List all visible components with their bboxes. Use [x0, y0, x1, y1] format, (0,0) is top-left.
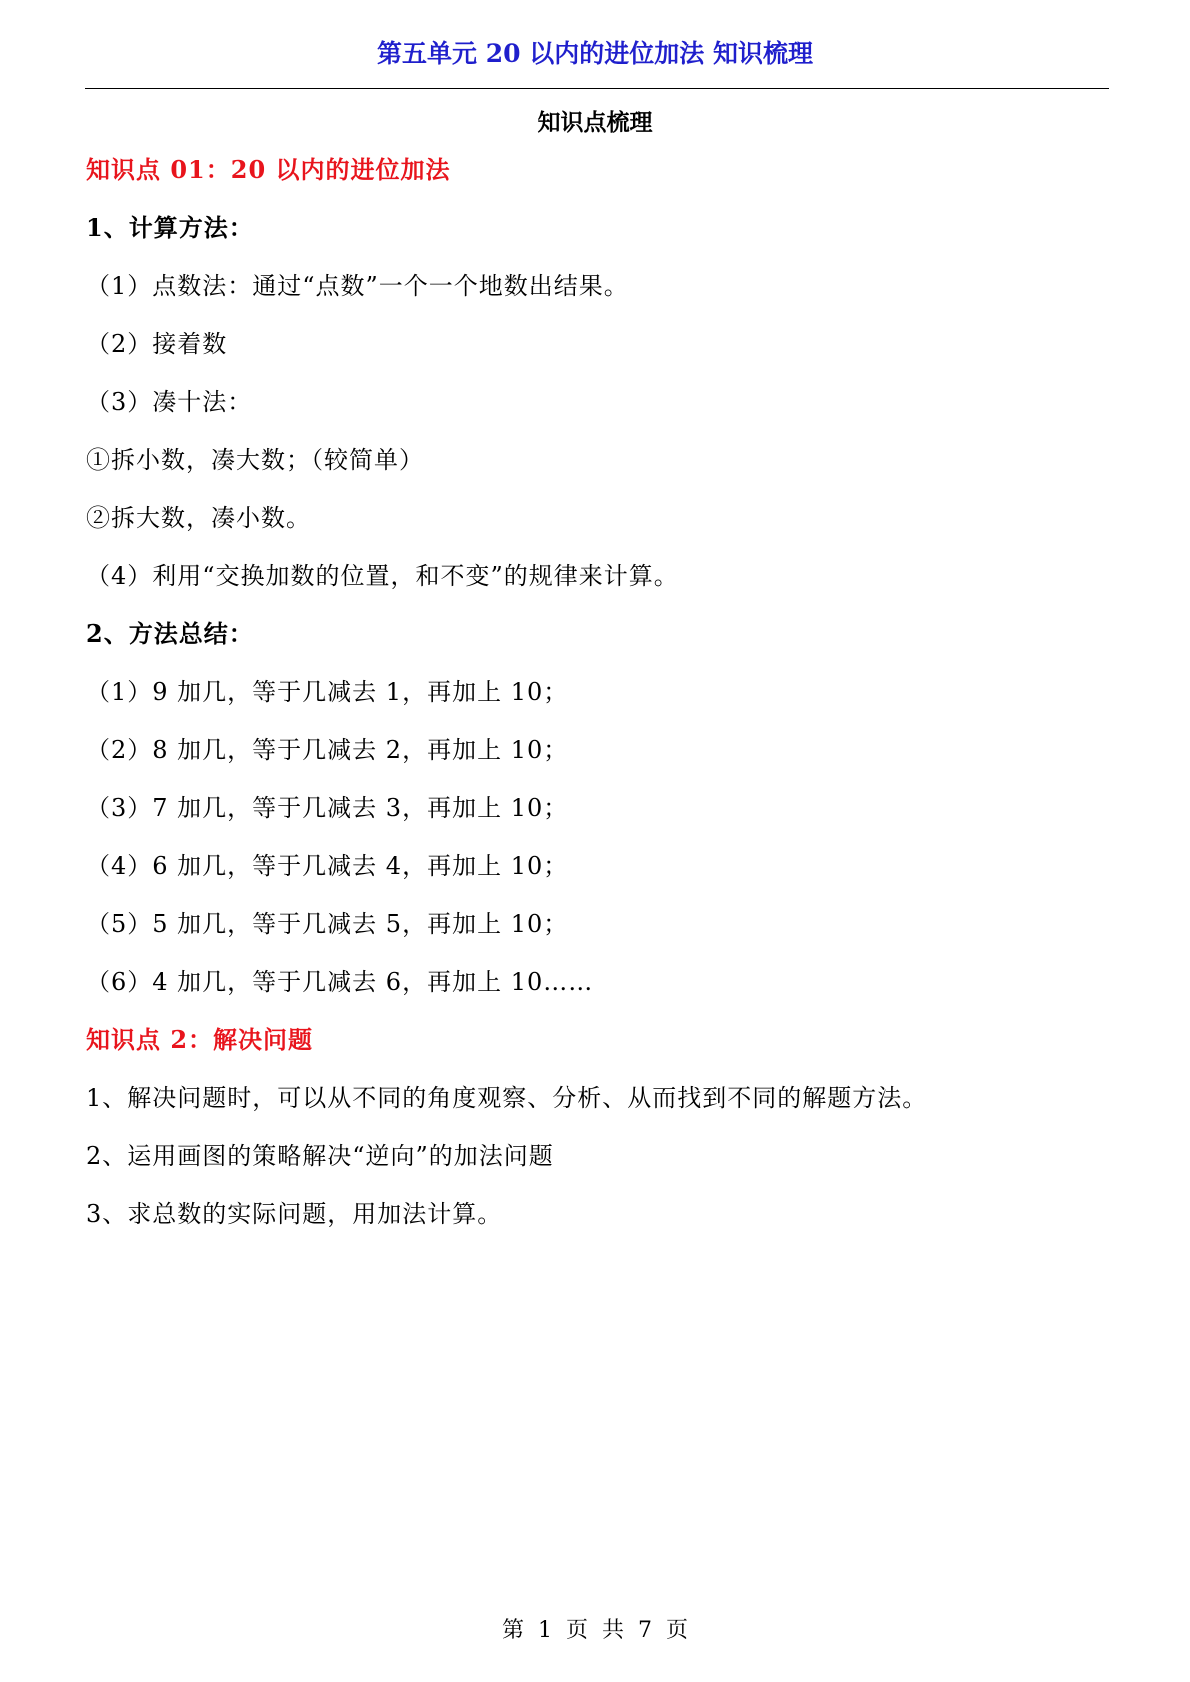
- sub1-heading: 1、计算方法：: [86, 213, 254, 242]
- method-item: （4）利用“交换加数的位置，和不变”的规律来计算。: [86, 562, 679, 590]
- header-title: 第五单元 20 以内的进位加法 知识梳理: [377, 39, 813, 68]
- header-divider: [85, 88, 1109, 89]
- page-number: 第 1 页 共 7 页: [502, 1618, 688, 1643]
- section2-heading: 知识点 2：解决问题: [86, 1025, 314, 1054]
- problem-item: 3、求总数的实际问题，用加法计算。: [86, 1200, 503, 1228]
- summary-item: （6）4 加几，等于几减去 6，再加上 10……: [86, 968, 594, 996]
- summary-item: （3）7 加几，等于几减去 3，再加上 10；: [86, 794, 569, 822]
- method-item: ①拆小数，凑大数；（较简单）: [86, 446, 424, 474]
- method-item: （2）接着数: [86, 330, 228, 358]
- document-title: 知识点梳理: [537, 109, 653, 136]
- summary-item: （2）8 加几，等于几减去 2，再加上 10；: [86, 736, 569, 764]
- summary-item: （4）6 加几，等于几减去 4，再加上 10；: [86, 852, 569, 880]
- problem-item: 2、运用画图的策略解决“逆向”的加法问题: [86, 1142, 554, 1170]
- problem-item: 1、解决问题时，可以从不同的角度观察、分析、从而找到不同的解题方法。: [86, 1084, 928, 1112]
- section1-heading: 知识点 01：20 以内的进位加法: [86, 155, 451, 184]
- method-item: （1）点数法：通过“点数”一个一个地数出结果。: [86, 272, 629, 300]
- method-item: ②拆大数，凑小数。: [86, 504, 311, 532]
- sub2-heading: 2、方法总结：: [86, 619, 254, 648]
- summary-item: （5）5 加几，等于几减去 5，再加上 10；: [86, 910, 569, 938]
- summary-item: （1）9 加几，等于几减去 1，再加上 10；: [86, 678, 569, 706]
- method-item: （3）凑十法：: [86, 388, 253, 416]
